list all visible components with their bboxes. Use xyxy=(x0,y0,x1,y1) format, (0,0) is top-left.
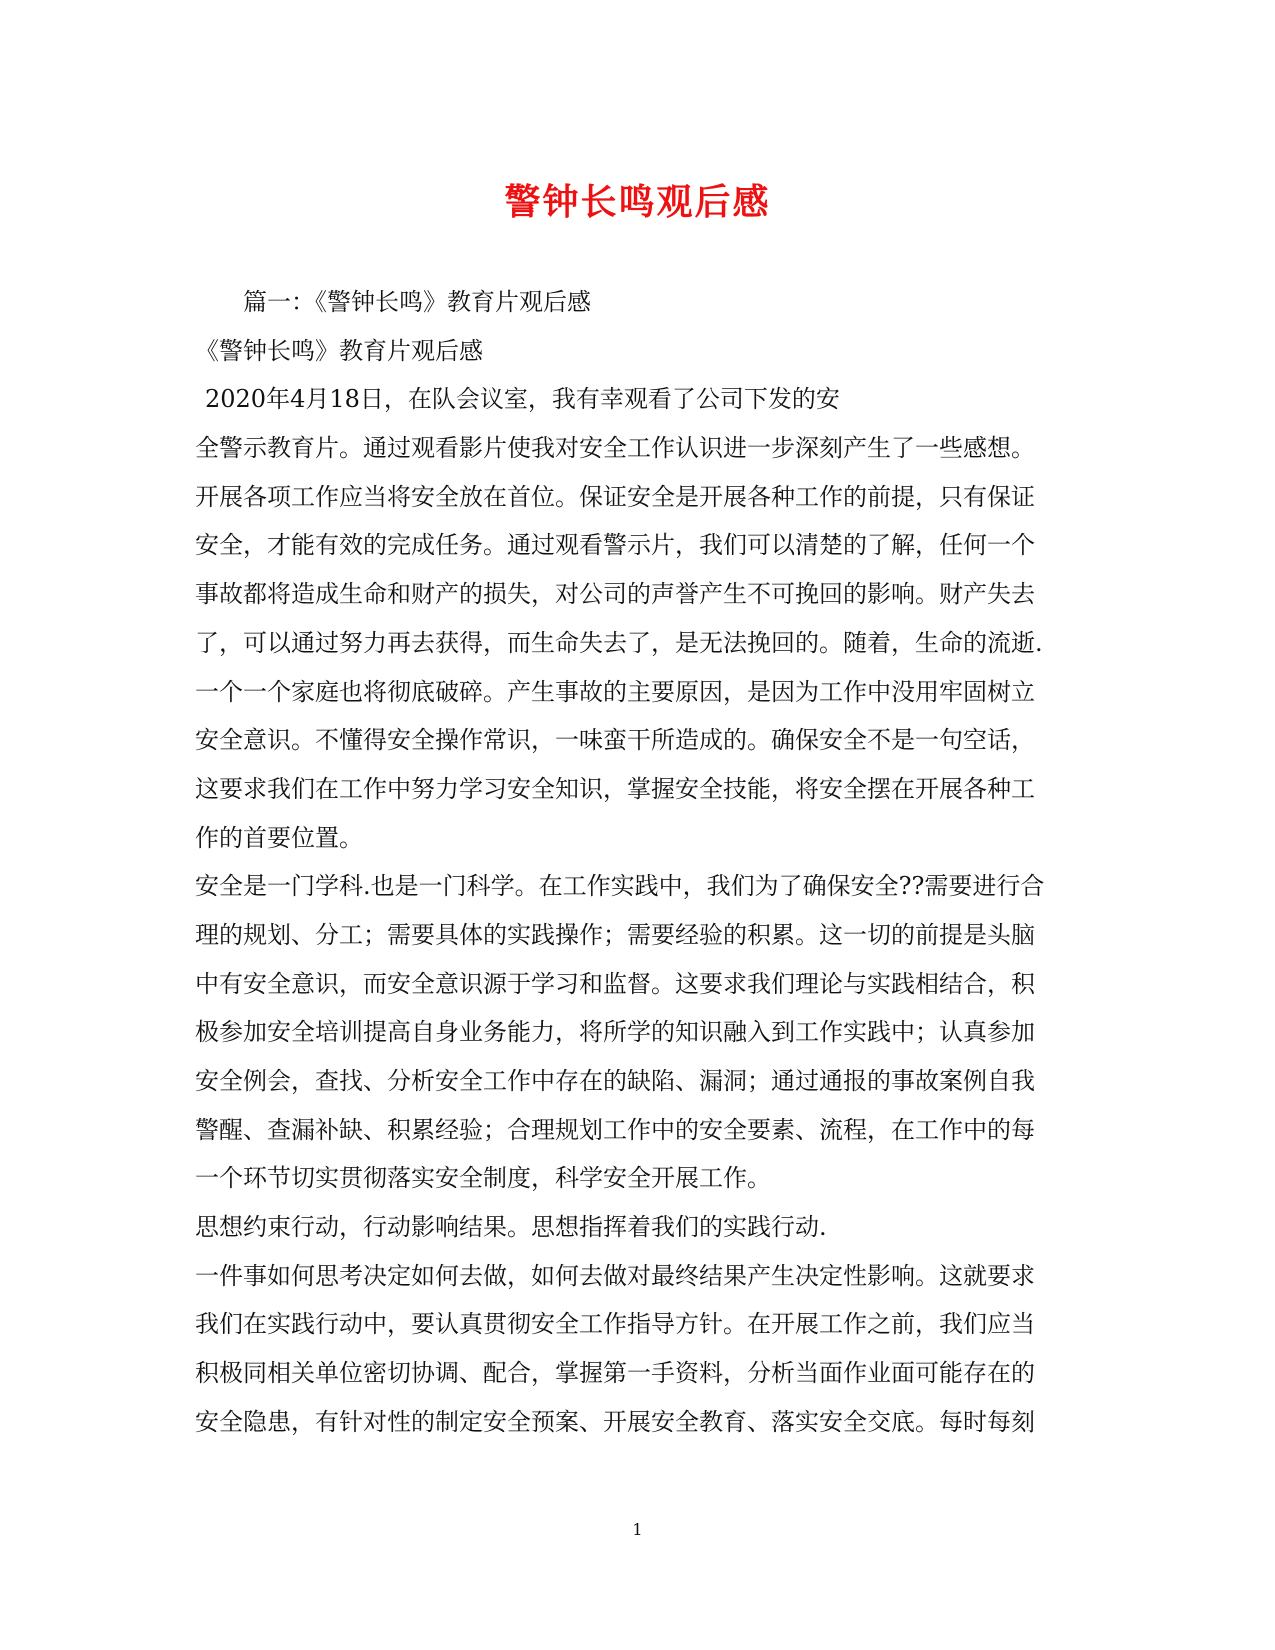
paragraph-line: 安全是一门学科.也是一门科学。在工作实践中，我们为了确保安全??需要进行合 xyxy=(195,872,1045,901)
paragraph-line: 一个环节切实贯彻落实安全制度，科学安全开展工作。 xyxy=(195,1164,771,1193)
paragraph-line: 《警钟长鸣》教育片观后感 xyxy=(195,336,483,365)
paragraph-line: 安全，才能有效的完成任务。通过观看警示片，我们可以清楚的了解，任何一个 xyxy=(195,531,1035,560)
paragraph-line: 积极同相关单位密切协调、配合，掌握第一手资料，分析当面作业面可能存在的 xyxy=(195,1359,1035,1388)
section-heading: 篇一：《警钟长鸣》教育片观后感 xyxy=(243,288,591,316)
paragraph-line: 安全隐患，有针对性的制定安全预案、开展安全教育、落实安全交底。每时每刻 xyxy=(195,1407,1035,1436)
paragraph-line: 事故都将造成生命和财产的损失，对公司的声誉产生不可挽回的影响。财产失去 xyxy=(195,580,1035,609)
paragraph-line: 我们在实践行动中，要认真贯彻安全工作指导方针。在开展工作之前，我们应当 xyxy=(195,1310,1035,1339)
paragraph-line: 一个一个家庭也将彻底破碎。产生事故的主要原因，是因为工作中没用牢固树立 xyxy=(195,677,1035,706)
paragraph-line: 2020年4月18日，在队会议室，我有幸观看了公司下发的安 xyxy=(205,385,840,414)
paragraph-line: 中有安全意识，而安全意识源于学习和监督。这要求我们理论与实践相结合，积 xyxy=(195,969,1035,998)
paragraph-line: 这要求我们在工作中努力学习安全知识，掌握安全技能，将安全摆在开展各种工 xyxy=(195,774,1035,803)
page-number: 1 xyxy=(632,1520,643,1539)
paragraph-line: 作的首要位置。 xyxy=(195,823,363,852)
paragraph-line: 一件事如何思考决定如何去做，如何去做对最终结果产生决定性影响。这就要求 xyxy=(195,1261,1035,1290)
paragraph-line: 安全意识。不懂得安全操作常识，一味蛮干所造成的。确保安全不是一句空话， xyxy=(195,726,1035,755)
paragraph-line: 理的规划、分工；需要具体的实践操作；需要经验的积累。这一切的前提是头脑 xyxy=(195,920,1035,949)
paragraph-line: 安全例会，查找、分析安全工作中存在的缺陷、漏洞；通过通报的事故案例自我 xyxy=(195,1067,1035,1095)
paragraph-line: 开展各项工作应当将安全放在首位。保证安全是开展各种工作的前提，只有保证 xyxy=(195,482,1035,511)
paragraph-line: 了，可以通过努力再去获得，而生命失去了，是无法挽回的。随着，生命的流逝. xyxy=(195,628,1043,657)
paragraph-line: 警醒、查漏补缺、积累经验；合理规划工作中的安全要素、流程，在工作中的每 xyxy=(195,1115,1035,1144)
document-title: 警钟长鸣观后感 xyxy=(504,181,771,223)
paragraph-line: 极参加安全培训提高自身业务能力，将所学的知识融入到工作实践中；认真参加 xyxy=(195,1018,1035,1047)
paragraph-line: 全警示教育片。通过观看影片使我对安全工作认识进一步深刻产生了一些感想。 xyxy=(195,434,1035,463)
paragraph-line: 思想约束行动，行动影响结果。思想指挥着我们的实践行动. xyxy=(195,1213,827,1242)
document-body xyxy=(195,278,1095,1447)
